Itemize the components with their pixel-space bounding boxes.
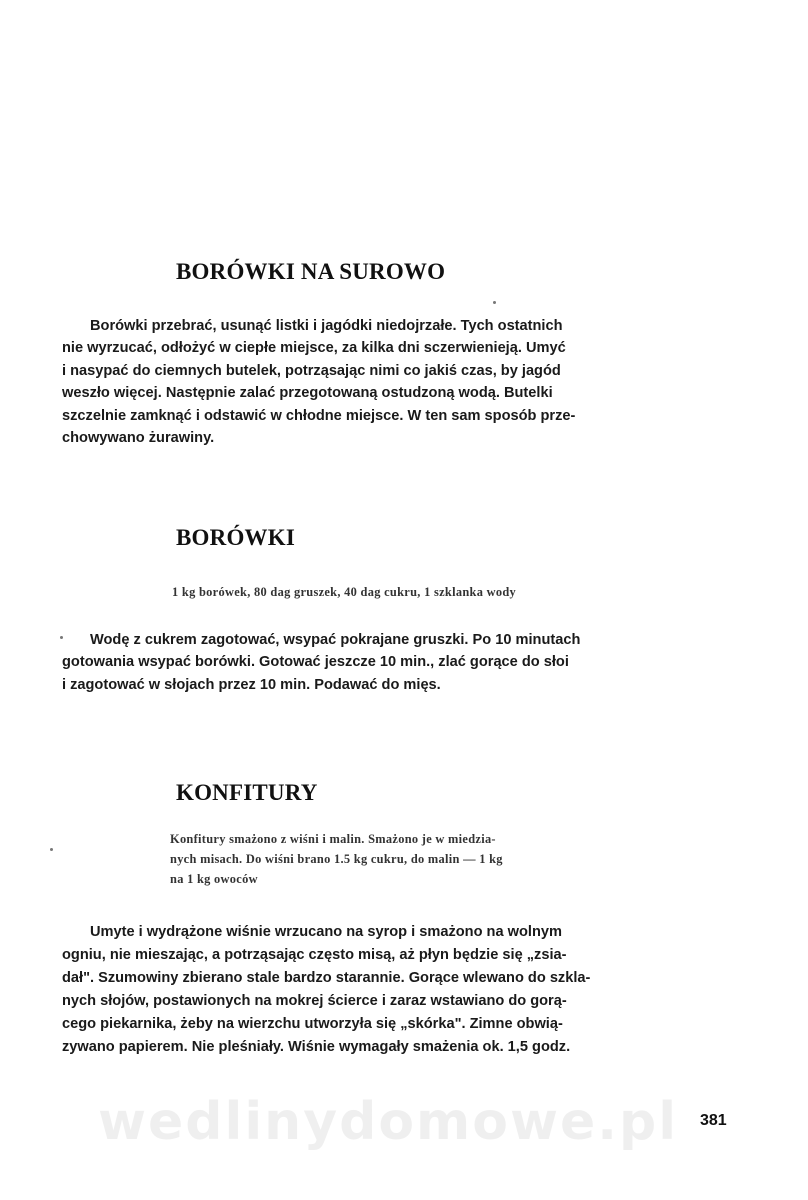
section-title-konfitury: KONFITURY — [176, 780, 318, 805]
text-line: cego piekarnika, żeby na wierzchu utworzyła się „skórka". Zimne obwią- — [62, 1016, 563, 1032]
text-line: gotowania wsypać borówki. Gotować jeszcze 10 min., zlać gorące do słoi — [62, 654, 569, 671]
text-line: i nasypać do ciemnych butelek, potrząsając nimi co jakiś czas, by jagód — [62, 362, 561, 379]
text-line: dał". Szumowiny zbierano stale bardzo starannie. Gorące wlewano do szkla- — [62, 970, 591, 986]
text-line: Umyte i wydrążone wiśnie wrzucano na syrop i smażono na wolnym — [90, 924, 562, 940]
intro-line: nych misach. Do wiśni brano 1.5 kg cukru, do malin — 1 kg — [170, 852, 503, 866]
text-line: chowywano żurawiny. — [62, 430, 215, 447]
text-line: Borówki przebrać, usunąć listki i jagódki niedojrzałe. Tych ostatnich — [90, 318, 563, 334]
page-number: 381 — [700, 1112, 727, 1129]
intro-text-konfitury — [170, 829, 503, 889]
text-line: nie wyrzucać, odłożyć w ciepłe miejsce, za kilka dni sczerwienieją. Umyć — [62, 340, 566, 357]
watermark: wedlinydomowe.pl — [98, 1092, 679, 1152]
scan-speck — [50, 848, 53, 851]
text-line: ogniu, nie mieszając, a potrząsając często misą, aż płyn będzie się „zsia- — [62, 947, 567, 963]
text-line: i zagotować w słojach przez 10 min. Podawać do mięs. — [62, 676, 441, 693]
text-line: zywano papierem. Nie pleśniały. Wiśnie wymagały smażenia ok. 1,5 godz. — [62, 1039, 571, 1055]
intro-line: Konfitury smażono z wiśni i malin. Smażono je w miedzia- — [170, 832, 496, 846]
ingredients-list-borowki — [172, 582, 516, 602]
intro-line: na 1 kg owoców — [170, 872, 258, 886]
text-line: Wodę z cukrem zagotować, wsypać pokrajane gruszki. Po 10 minutach — [90, 632, 581, 648]
recipe-text-konfitury — [62, 921, 740, 1059]
text-line: nych słojów, postawionych na mokrej ścierce i zaraz wstawiano do gorą- — [62, 993, 567, 1009]
section-title-borowki-na-surowo: BORÓWKI NA SUROWO — [176, 259, 446, 284]
scan-speck — [60, 636, 63, 639]
text-line: weszło więcej. Następnie zalać przegotowaną ostudzoną wodą. Butelki — [62, 385, 553, 402]
ingredients-line: 1 kg borówek, 80 dag gruszek, 40 dag cukru, 1 szklanka wody — [172, 585, 517, 599]
recipe-text-borowki-na-surowo — [62, 315, 740, 449]
text-line: szczelnie zamknąć i odstawić w chłodne miejsce. W ten sam sposób prze- — [62, 407, 576, 424]
scan-speck — [493, 301, 496, 304]
recipe-text-borowki — [62, 629, 740, 696]
section-title-borowki: BORÓWKI — [176, 525, 295, 550]
